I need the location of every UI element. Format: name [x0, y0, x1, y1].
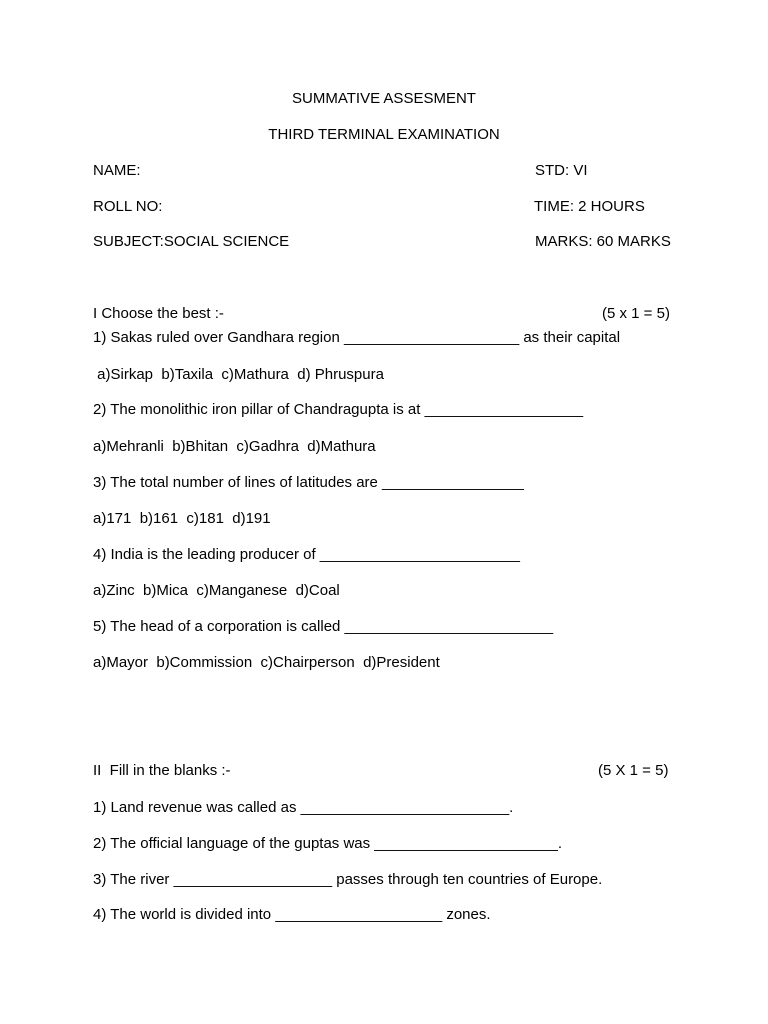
exam-subtitle: THIRD TERMINAL EXAMINATION — [268, 126, 500, 143]
name-label: NAME: — [93, 162, 141, 179]
question: 3) The total number of lines of latitudes are _________________ — [93, 474, 524, 491]
question: 5) The head of a corporation is called _________________________ — [93, 618, 554, 635]
roll-no-label: ROLL NO: — [93, 198, 163, 215]
section1-marks: (5 x 1 = 5) — [602, 305, 670, 322]
std-label: STD: VI — [535, 162, 588, 179]
subject-label: SUBJECT:SOCIAL SCIENCE — [93, 233, 290, 250]
section2-heading: II Fill in the blanks :- — [93, 762, 231, 779]
fill-blank-question: 1) Land revenue was called as _________________________. — [93, 799, 514, 816]
marks-label: MARKS: 60 MARKS — [535, 233, 671, 250]
question-options: a)Mayor b)Commission c)Chairperson d)President — [93, 654, 440, 671]
question-options: a)Sirkap b)Taxila c)Mathura d) Phruspura — [93, 366, 384, 383]
exam-title: SUMMATIVE ASSESMENT — [292, 90, 476, 107]
section2-marks: (5 X 1 = 5) — [598, 762, 669, 779]
question: 2) The monolithic iron pillar of Chandragupta is at ___________________ — [93, 401, 584, 418]
question: 1) Sakas ruled over Gandhara region _____________________ as their capital — [93, 329, 621, 346]
question-options: a)Mehranli b)Bhitan c)Gadhra d)Mathura — [93, 438, 376, 455]
question: 4) India is the leading producer of ________________________ — [93, 546, 521, 563]
fill-blank-question: 2) The official language of the guptas was ______________________. — [93, 835, 562, 852]
fill-blank-question: 3) The river ___________________ passes through ten countries of Europe. — [93, 871, 603, 888]
section1-heading: I Choose the best :- — [93, 305, 224, 322]
question-options: a)Zinc b)Mica c)Manganese d)Coal — [93, 582, 340, 599]
question-options: a)171 b)161 c)181 d)191 — [93, 510, 271, 527]
time-label: TIME: 2 HOURS — [534, 198, 645, 215]
fill-blank-question: 4) The world is divided into ____________________ zones. — [93, 906, 491, 923]
